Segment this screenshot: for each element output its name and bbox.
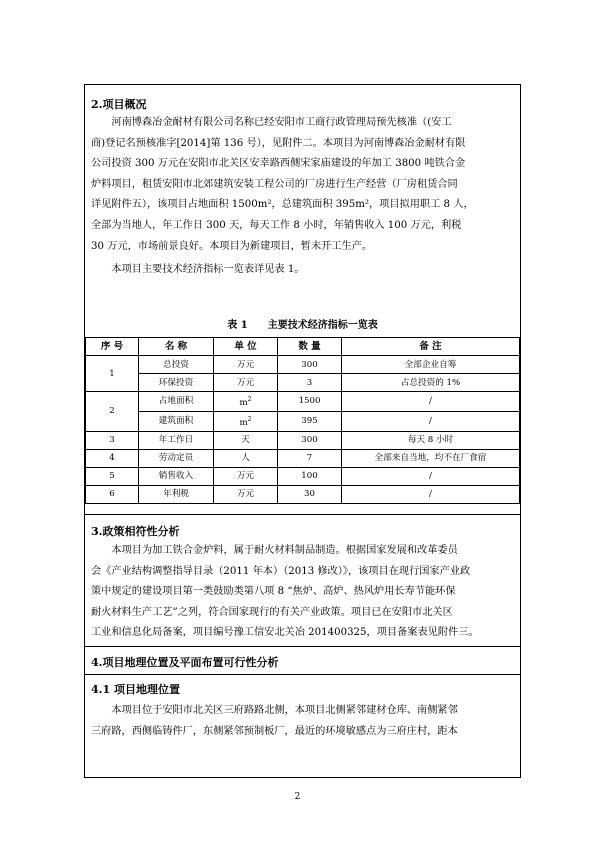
- cell-name: 建筑面积: [139, 411, 214, 431]
- para-line: 本项目主要技术经济指标一览表详见表 1。: [111, 264, 305, 276]
- para-line: 炉料项目，租赁安阳市北郊建筑安装工程公司的厂房进行生产经营（厂房租赁合同: [91, 178, 458, 190]
- section-3-heading: 3.政策相符性分析: [91, 525, 180, 538]
- cell-unit: 天: [214, 431, 278, 449]
- cell-name: 占地面积: [139, 392, 214, 412]
- cell-no: 3: [86, 431, 139, 449]
- unit-superscript: 2: [247, 396, 252, 403]
- cell-unit: 万元: [214, 356, 278, 374]
- divider: [85, 674, 520, 675]
- table-row: [86, 449, 520, 467]
- para-line: 本项目为加工铁合金炉料，属于耐火材料制品制造。根据国家发展和改革委员: [111, 545, 458, 556]
- divider: [85, 514, 520, 515]
- section-4-1-heading: 4.1 项目地理位置: [91, 683, 180, 696]
- cell-name: 销售收入: [139, 467, 214, 485]
- cell-note: /: [342, 467, 520, 485]
- cell-qty: 30: [278, 485, 342, 503]
- table-row: [86, 411, 520, 431]
- para-line: 全部为当地人，年工作日 300 天，每天工作 8 小时，年销售收入 100 万元，利税: [91, 219, 462, 231]
- para-line: 三府路，西侧临铸件厂，东侧紧邻预制板厂，最近的环境敏感点为三府庄村，距本: [91, 725, 458, 737]
- cell-unit: [214, 411, 278, 431]
- section-4-1-paragraph: [91, 701, 515, 742]
- cell-name: 年工作日: [139, 431, 214, 449]
- cell-no: 4: [86, 449, 139, 467]
- cell-qty: 300: [278, 431, 342, 449]
- cell-note: 每天 8 小时: [342, 431, 520, 449]
- unit-superscript: 2: [247, 415, 252, 423]
- cell-qty: 395: [278, 411, 342, 431]
- cell-qty: 1500: [278, 392, 342, 412]
- cell-note: 全部企业自筹: [342, 356, 520, 374]
- table-row: [86, 356, 520, 374]
- para-line: 本项目位于安阳市北关区三府路路北侧，本项目北侧紧邻建材仓库、南侧紧邻: [111, 705, 458, 716]
- para-line: 商)登记名预核准字[2014]第 136 号），见附件二。本项目为河南博森冶金耐材有限: [91, 137, 466, 149]
- cell-note: 占总投资的 1%: [342, 374, 520, 392]
- section-4-heading: 4.项目地理位置及平面布置可行性分析: [91, 656, 279, 669]
- para-line: 会《产业结构调整指导目录（2011 年本）（2013 修改）》，该项目在现行国家产业政: [91, 565, 471, 577]
- document-frame: [84, 84, 521, 778]
- unit-base: m: [239, 397, 248, 408]
- cell-qty: 7: [278, 449, 342, 467]
- cell-qty: 3: [278, 374, 342, 392]
- section-2-paragraph: [91, 113, 515, 281]
- col-header-name: 名 称: [139, 338, 214, 356]
- para-line: 30 万元，市场前景良好。本项目为新建项目，暂未开工生产。: [91, 240, 373, 252]
- cell-unit: 万元: [214, 485, 278, 503]
- cell-note: 全部来自当地，均不在厂食宿: [342, 449, 520, 467]
- page-number: 2: [294, 792, 301, 802]
- para-line: 详见附件五），该项目占地面积 1500m²，总建筑面积 395m²，项目拟用职工 8 人，: [91, 199, 474, 211]
- divider: [85, 646, 520, 647]
- para-line: 河南博森冶金耐材有限公司名称已经安阳市工商行政管理局预先核准（(安工: [111, 117, 452, 128]
- para-line: 策中规定的建设项目第一类鼓励类第八项 8 “焦炉、高炉、热风炉用长寿节能环保: [91, 586, 456, 598]
- para-line: 耐火材料生产工艺”之列，符合国家现行的有关产业政策。项目已在安阳市北关区: [91, 606, 453, 618]
- col-header-unit: 单 位: [214, 338, 278, 356]
- table-row: [86, 374, 520, 392]
- table-row: [86, 431, 520, 449]
- cell-no: 2: [86, 392, 139, 432]
- indicator-table: [85, 337, 520, 504]
- col-header-qty: 数 量: [278, 338, 342, 356]
- section-2-heading: 2.项目概况: [91, 98, 147, 111]
- cell-name: 总投资: [139, 356, 214, 374]
- table-caption: 表 1 主要技术经济指标一览表: [227, 320, 378, 331]
- para-line: 公司投资 300 万元在安阳市北关区安幸路西侧宋家庙建设的年加工 3800 吨铁合金: [91, 158, 466, 170]
- cell-name: 劳动定员: [139, 449, 214, 467]
- col-header-no: 序 号: [86, 338, 139, 356]
- table-header-row: [86, 338, 520, 356]
- table-row: [86, 467, 520, 485]
- table-row: [86, 485, 520, 503]
- cell-note: /: [342, 485, 520, 503]
- cell-no: 6: [86, 485, 139, 503]
- cell-note: /: [342, 411, 520, 431]
- cell-qty: 100: [278, 467, 342, 485]
- cell-unit: 万元: [214, 467, 278, 485]
- cell-unit: 万元: [214, 374, 278, 392]
- para-line: 工业和信息化局备案，项目编号豫工信安北关冶 201400325，项目备案表见附件三。: [91, 627, 479, 639]
- section-3-paragraph: [91, 541, 515, 644]
- cell-no: 5: [86, 467, 139, 485]
- cell-note: /: [342, 392, 520, 412]
- cell-name: 年利税: [139, 485, 214, 503]
- unit-base: m: [239, 417, 248, 428]
- cell-name: 环保投资: [139, 374, 214, 392]
- table-row: [86, 392, 520, 412]
- cell-unit: 人: [214, 449, 278, 467]
- cell-qty: 300: [278, 356, 342, 374]
- col-header-note: 备 注: [342, 338, 520, 356]
- cell-no: 1: [86, 356, 139, 392]
- cell-unit: [214, 392, 278, 412]
